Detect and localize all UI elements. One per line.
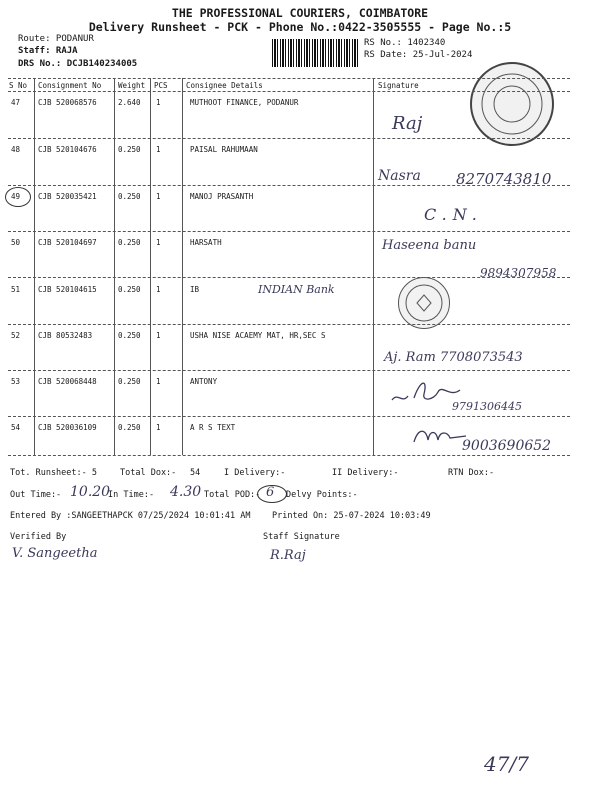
col-sno: S No (9, 81, 28, 90)
staff-label: Staff: RAJA (18, 46, 78, 56)
col-divider (182, 78, 183, 455)
col-signature: Signature (378, 81, 419, 90)
col-divider (34, 78, 35, 455)
row-pcs: 1 (156, 192, 161, 201)
row-consignment: CJB 520036109 (38, 423, 97, 432)
drs-number: DRS No.: DCJB140234005 (18, 59, 138, 69)
rs-number: RS No.: 1402340 (364, 38, 446, 48)
row-consignment: CJB 520104676 (38, 145, 97, 154)
row-consignee: A R S TEXT (190, 423, 236, 432)
row-sno: 49 (11, 192, 21, 201)
signature-52: Aj. Ram 7708073543 (384, 350, 523, 365)
barcode (272, 39, 358, 67)
signature-50: Haseena banu (382, 238, 477, 253)
row-sno: 52 (11, 331, 21, 340)
row-consignment: CJB 520104615 (38, 285, 97, 294)
row-consignment: CJB 520104697 (38, 238, 97, 247)
row-consignee: MANOJ PRASANTH (190, 192, 254, 201)
row-pcs: 1 (156, 238, 161, 247)
row-consignment: CJB 520068576 (38, 98, 97, 107)
row-pcs: 1 (156, 423, 161, 432)
row-consignment: CJB 520035421 (38, 192, 97, 201)
rs-date: RS Date: 25-Jul-2024 (364, 50, 473, 60)
row-rule (8, 277, 570, 278)
ii-delivery: II Delivery:- (332, 468, 399, 478)
signature-54 (410, 422, 470, 450)
entered-by: Entered By :SANGEETHAPCK 07/25/2024 10:01:41 AM (10, 511, 251, 521)
phone-53: 9791306445 (452, 400, 522, 413)
row-weight: 0.250 (118, 238, 141, 247)
col-consignment: Consignment No (38, 81, 102, 90)
signature-47: Raj (392, 113, 423, 134)
row-weight: 0.250 (118, 192, 141, 201)
i-delivery: I Delivery:- (224, 468, 286, 478)
row-rule (8, 138, 570, 139)
row-rule (8, 416, 570, 417)
total-dox-label: Total Dox:- (120, 468, 177, 478)
rtn-dox: RTN Dox:- (448, 468, 495, 478)
row-pcs: 1 (156, 145, 161, 154)
runsheet-subtitle: Delivery Runsheet - PCK - Phone No.:0422-3505555 - Page No.:5 (88, 20, 512, 34)
in-time-label: In Time:- (108, 490, 155, 500)
row-weight: 0.250 (118, 285, 141, 294)
row-consignee: USHA NISE ACAEMY MAT, HR,SEC S (190, 331, 326, 340)
row-sno: 53 (11, 377, 21, 386)
col-consignee: Consignee Details (186, 81, 263, 90)
col-weight: Weight (118, 81, 146, 90)
out-time-value: 10.20 (70, 484, 111, 500)
phone-48: 8270743810 (456, 170, 552, 188)
row-weight: 0.250 (118, 331, 141, 340)
delvy-points: Delvy Points:- (286, 490, 358, 500)
company-title: THE PROFESSIONAL COURIERS, COIMBATORE (171, 6, 429, 20)
row-sno: 47 (11, 98, 21, 107)
row-pcs: 1 (156, 377, 161, 386)
col-pcs: PCS (154, 81, 168, 90)
verified-signature: V. Sangeetha (12, 546, 98, 561)
table-header-rule (8, 91, 570, 92)
row-rule (8, 370, 570, 371)
row-consignment: CJB 520068448 (38, 377, 97, 386)
row-consignee: MUTHOOT FINANCE, PODANUR (190, 98, 299, 107)
bank-stamp (398, 277, 450, 329)
row-pcs: 1 (156, 98, 161, 107)
row-consignee: IB (190, 285, 200, 294)
row-weight: 2.640 (118, 98, 141, 107)
total-pod-value: 6 (266, 485, 275, 500)
route-label: Route: PODANUR (18, 34, 94, 44)
col-divider (373, 78, 374, 455)
row-sno: 48 (11, 145, 21, 154)
signature-48: Nasra (378, 168, 421, 184)
row-weight: 0.250 (118, 423, 141, 432)
signature-49: C.N. (424, 205, 483, 224)
row-weight: 0.250 (118, 377, 141, 386)
printed-on: Printed On: 25-07-2024 10:03:49 (272, 511, 431, 521)
row-rule (8, 185, 570, 186)
in-time-value: 4.30 (170, 484, 202, 500)
row-sno: 54 (11, 423, 21, 432)
ib-note: INDIAN Bank (258, 283, 335, 296)
phone-50: 9894307958 (480, 266, 557, 280)
row-sno: 51 (11, 285, 21, 294)
staff-signature-label: Staff Signature (263, 532, 340, 542)
verified-by-label: Verified By (10, 532, 67, 542)
col-divider (114, 78, 115, 455)
tot-runsheet: Tot. Runsheet:- 5 (10, 468, 97, 478)
row-consignee: PAISAL RAHUMAAN (190, 145, 258, 154)
row-rule (8, 324, 570, 325)
table-bottom-rule (8, 455, 570, 456)
row-pcs: 1 (156, 331, 161, 340)
row-weight: 0.250 (118, 145, 141, 154)
total-pod-label: Total POD:- (204, 490, 261, 500)
row-sno: 50 (11, 238, 21, 247)
row-consignee: ANTONY (190, 377, 218, 386)
row-consignment: CJB 80532483 (38, 331, 93, 340)
total-dox-value: 54 (190, 468, 201, 478)
courier-stamp (470, 62, 554, 146)
staff-signature: R.Raj (270, 548, 306, 563)
phone-54: 9003690652 (462, 438, 552, 454)
row-consignee: HARSATH (190, 238, 222, 247)
row-pcs: 1 (156, 285, 161, 294)
col-divider (150, 78, 151, 455)
row-rule (8, 231, 570, 232)
out-time-label: Out Time:- (10, 490, 62, 500)
table-top-rule (8, 78, 570, 79)
page-mark: 47/7 (484, 752, 529, 776)
